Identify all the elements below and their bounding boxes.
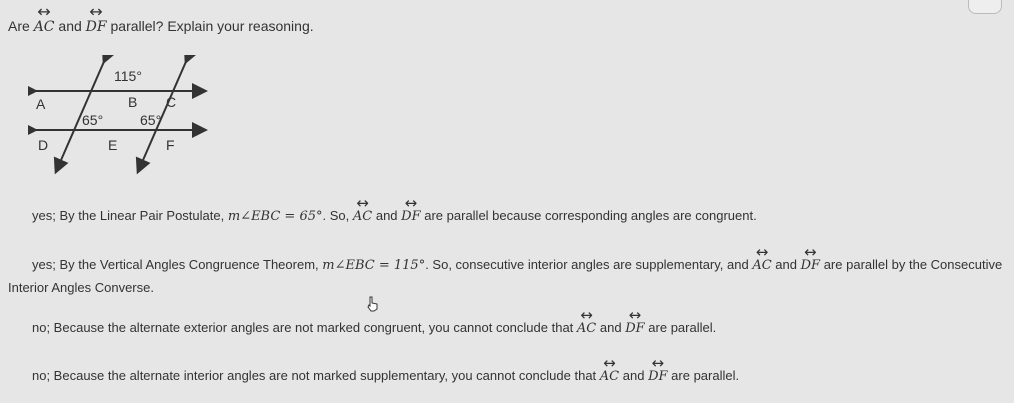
point-label-b: B bbox=[128, 94, 138, 110]
hand-cursor-icon bbox=[366, 296, 380, 312]
point-label-f: F bbox=[166, 137, 175, 153]
line-ac-symbol: ↔ AC bbox=[577, 321, 596, 336]
line-ac-symbol: ↔ AC bbox=[353, 209, 372, 224]
point-label-c: C bbox=[166, 94, 177, 110]
answer-choice-4[interactable]: no; Because the alternate interior angles are not marked supplementary, you cannot conclude that ↔ AC and ↔ DF are parallel. bbox=[32, 368, 739, 384]
parallel-lines-diagram bbox=[28, 55, 208, 175]
point-label-a: A bbox=[36, 96, 46, 112]
angle-label-right: 65° bbox=[140, 112, 162, 128]
angle-label-top: 115° bbox=[114, 68, 142, 84]
line-ac-symbol: ↔ AC bbox=[34, 19, 55, 35]
line-ac-symbol: ↔ AC bbox=[752, 258, 771, 273]
point-label-e: E bbox=[108, 137, 118, 153]
answer-choice-2[interactable]: yes; By the Vertical Angles Congruence Theorem, m∠EBC = 115°. So, consecutive interior angles are supplementary, and ↔ AC and ↔ DF are parallel by the Consecutive bbox=[32, 257, 1002, 273]
line-df-symbol: ↔ DF bbox=[401, 209, 420, 224]
answer-choice-1[interactable]: yes; By the Linear Pair Postulate, m∠EBC = 65°. So, ↔ AC and ↔ DF are parallel because corresponding angles are congruent. bbox=[32, 208, 757, 224]
answer-choice-3[interactable]: no; Because the alternate exterior angles are not marked congruent, you cannot conclude that ↔ AC and ↔ DF are parallel. bbox=[32, 320, 716, 336]
angle-label-left: 65° bbox=[82, 112, 104, 128]
line-ac-symbol: ↔ AC bbox=[600, 369, 619, 384]
answer-choice-2-continued[interactable]: Interior Angles Converse. bbox=[8, 280, 154, 295]
line-df-symbol: ↔ DF bbox=[86, 19, 107, 35]
top-right-button[interactable] bbox=[968, 0, 1002, 14]
question-text: Are ↔ AC and ↔ DF parallel? Explain your reasoning. bbox=[8, 18, 314, 35]
line-df-symbol: ↔ DF bbox=[625, 321, 644, 336]
line-df-symbol: ↔ DF bbox=[801, 258, 820, 273]
line-df-symbol: ↔ DF bbox=[648, 369, 667, 384]
point-label-d: D bbox=[38, 137, 49, 153]
